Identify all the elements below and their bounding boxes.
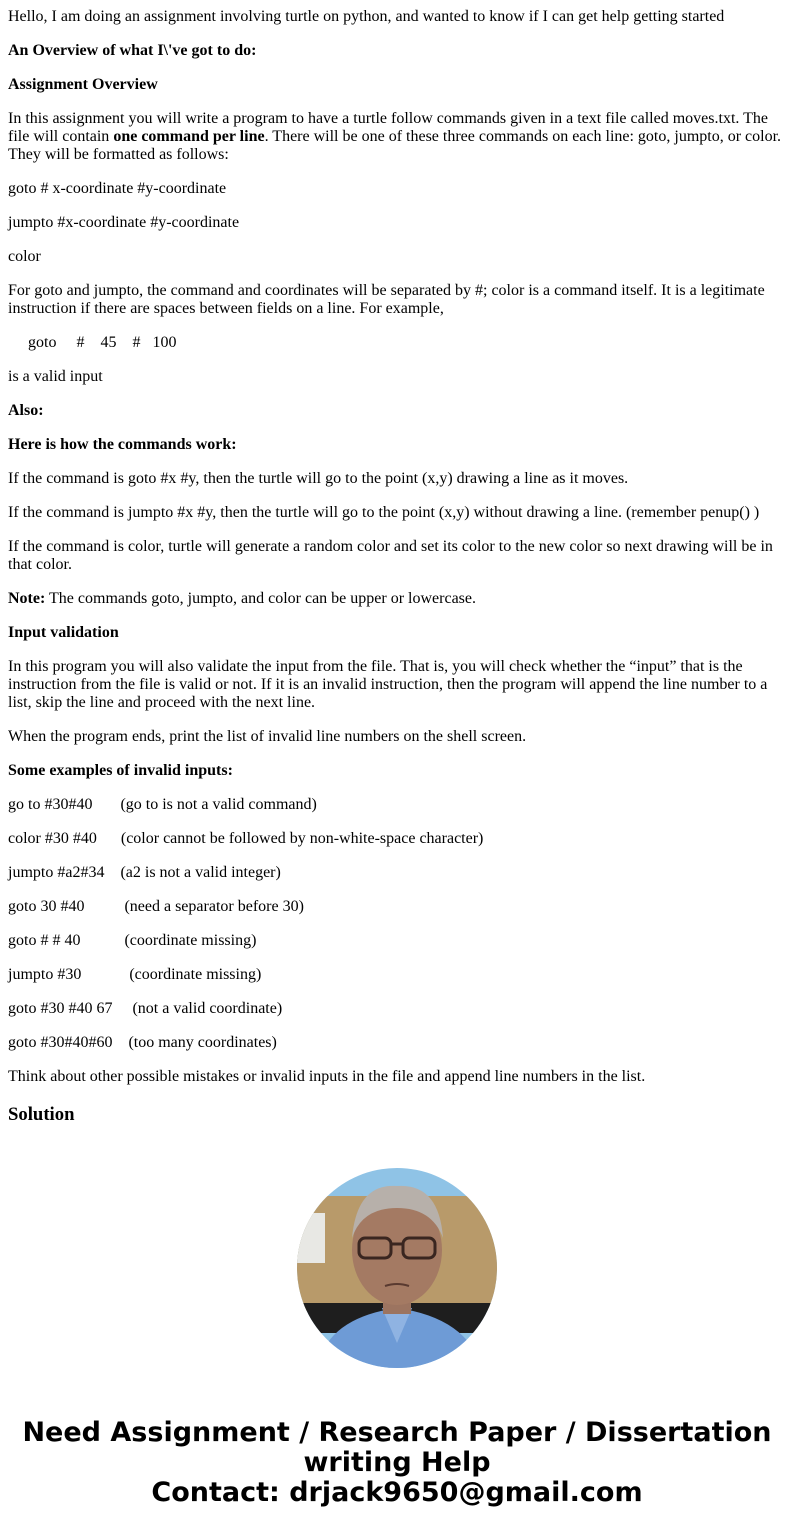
invalid-example: goto #30#40#60 (too many coordinates) bbox=[8, 1034, 277, 1051]
assignment-heading: Assignment Overview bbox=[8, 76, 158, 93]
program-end-text: When the program ends, print the list of invalid line numbers on the shell screen. bbox=[8, 728, 527, 745]
format-jumpto: jumpto #x-coordinate #y-coordinate bbox=[8, 214, 240, 231]
how-heading: Here is how the commands work: bbox=[8, 436, 237, 453]
question-body bbox=[8, 8, 786, 1086]
example-line: goto # 45 # 100 bbox=[8, 334, 177, 351]
separator-note: For goto and jumpto, the command and coordinates will be separated by #; color is a command itself. It is a legitimate instruction if there are spaces between fields on a line. For example, bbox=[8, 282, 765, 317]
validation-heading: Input validation bbox=[8, 624, 119, 641]
invalid-example: jumpto #a2#34 (a2 is not a valid integer) bbox=[8, 864, 281, 881]
invalid-example: jumpto #30 (coordinate missing) bbox=[8, 966, 262, 983]
format-goto: goto # x-coordinate #y-coordinate bbox=[8, 180, 227, 197]
valid-input-text: is a valid input bbox=[8, 368, 103, 385]
note bbox=[8, 590, 786, 608]
promo-banner bbox=[8, 1418, 786, 1508]
closing-text: Think about other possible mistakes or invalid inputs in the file and append line numbers in the list. bbox=[8, 1068, 646, 1085]
desc-text: In this assignment you will write a program to have a turtle follow commands given in a text file called moves.txt. The file will contain bbox=[8, 110, 768, 145]
desc-bold: one command per line bbox=[113, 128, 265, 145]
format-color: color bbox=[8, 248, 41, 265]
promo-contact: Contact: drjack9650@gmail.com bbox=[151, 1477, 643, 1508]
how-color: If the command is color, turtle will generate a random color and set its color to the new color so next drawing will be in that color. bbox=[8, 538, 773, 573]
invalid-example: go to #30#40 (go to is not a valid command) bbox=[8, 796, 317, 813]
invalid-example: color #30 #40 (color cannot be followed by non-white-space character) bbox=[8, 830, 484, 847]
promo-line: Need Assignment / Research Paper / Dissertation writing Help bbox=[22, 1417, 772, 1478]
invalid-example: goto #30 #40 67 (not a valid coordinate) bbox=[8, 1000, 283, 1017]
desc-text: . There will be one of these three commands on each line: goto, jumpto, or color. They will be formatted as follows: bbox=[8, 128, 782, 163]
assignment-description bbox=[8, 110, 786, 164]
overview-heading: An Overview of what I\'ve got to do: bbox=[8, 42, 257, 59]
author-photo bbox=[297, 1168, 497, 1368]
how-goto: If the command is goto #x #y, then the turtle will go to the point (x,y) drawing a line as it moves. bbox=[8, 470, 629, 487]
invalid-example: goto # # 40 (coordinate missing) bbox=[8, 932, 257, 949]
validation-text: In this program you will also validate the input from the file. That is, you will check whether the “input” that is the instruction from the file is valid or not. If it is an invalid instruction, then the program will append the line number to a list, skip the line and proceed with the next line. bbox=[8, 658, 768, 711]
also-heading: Also: bbox=[8, 402, 44, 419]
invalid-example: goto 30 #40 (need a separator before 30) bbox=[8, 898, 304, 915]
solution-heading: Solution bbox=[8, 1104, 75, 1125]
intro-text: Hello, I am doing an assignment involving turtle on python, and wanted to know if I can get help getting started bbox=[8, 8, 725, 25]
note-label: Note: bbox=[8, 590, 46, 607]
how-jumpto: If the command is jumpto #x #y, then the turtle will go to the point (x,y) without drawing a line. (remember penup() ) bbox=[8, 504, 760, 521]
note-text: The commands goto, jumpto, and color can be upper or lowercase. bbox=[45, 590, 476, 607]
invalid-heading: Some examples of invalid inputs: bbox=[8, 762, 233, 779]
